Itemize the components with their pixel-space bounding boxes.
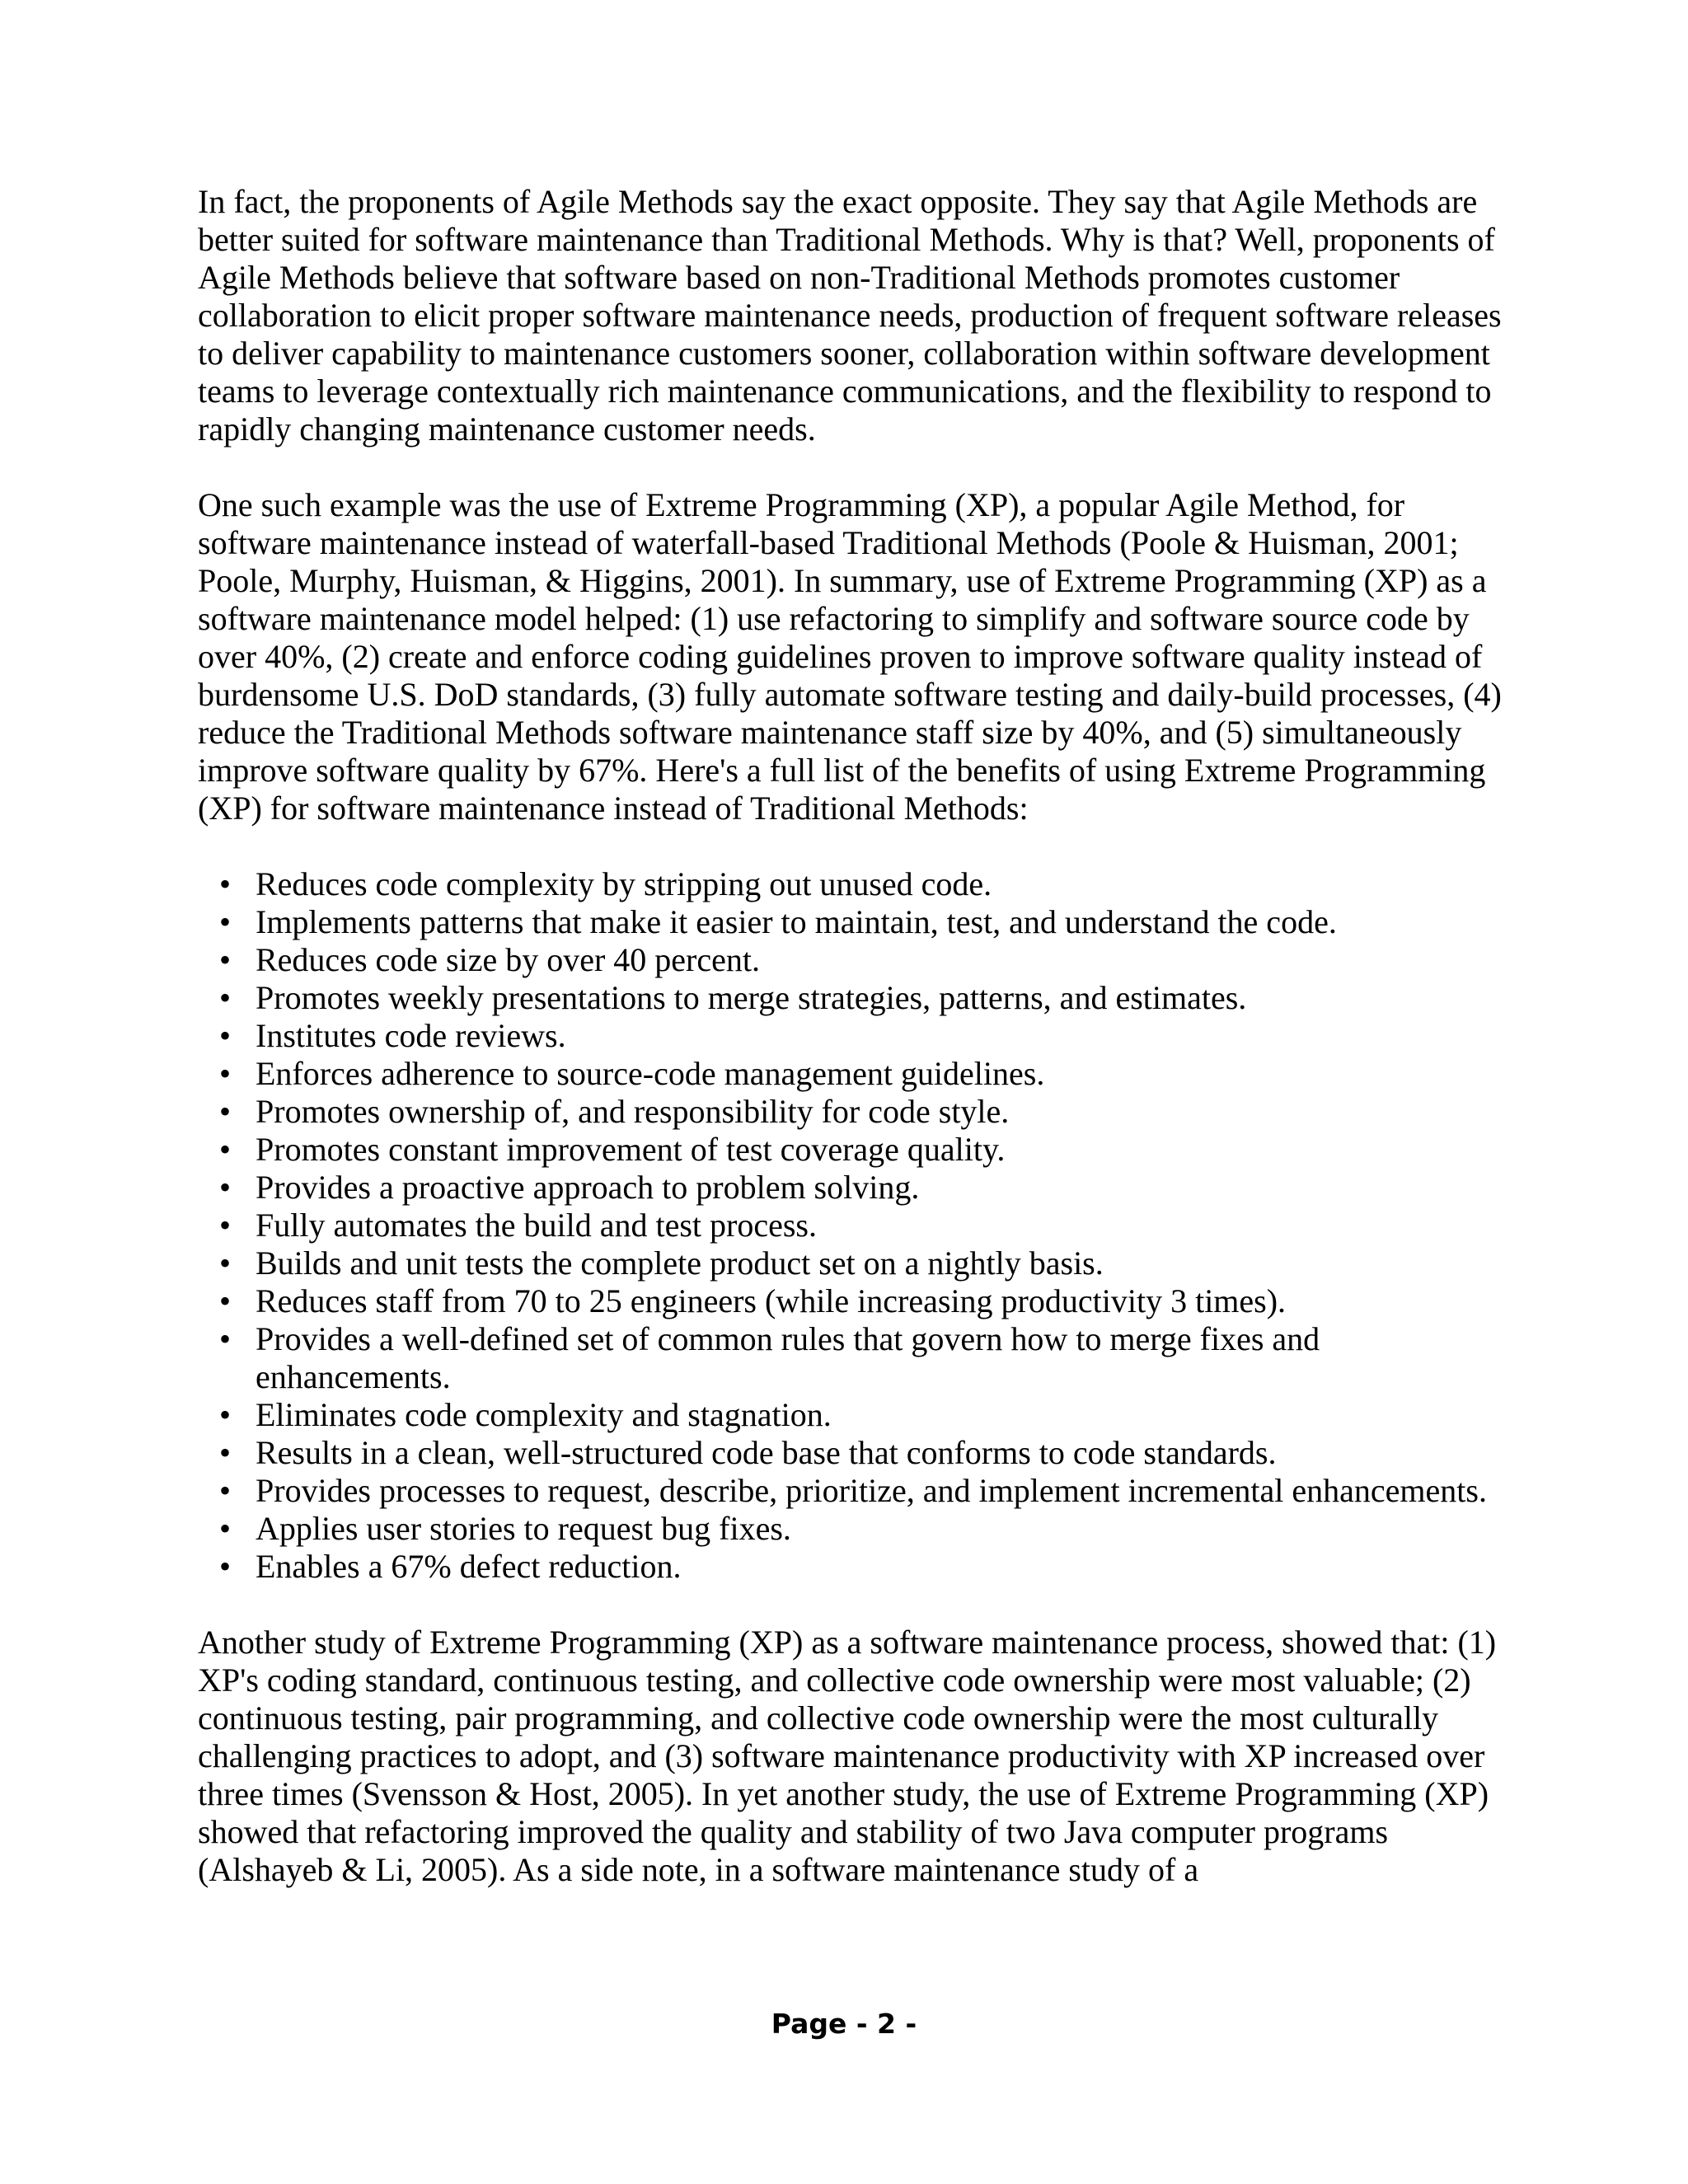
list-item-text: Enforces adherence to source-code management guidelines. [256, 1055, 1045, 1092]
paragraph-xp-example: One such example was the use of Extreme Programming (XP), a popular Agile Method, for software maintenance instead of waterfall-based Traditional Methods (Poole & Huisman, 2001; Poole, Murphy, Huisman, & Higgins, 2001). In summary, use of Extreme Programming (XP) as a software maintenance model helped: (1) use refactoring to simplify and software source code by over 40%, (2) create and enforce coding guidelines proven to improve software quality instead of burdensome U.S. DoD standards, (3) fully automate software testing and daily-build processes, (4) reduce the Traditional Methods software maintenance staff size by 40%, and (5) simultaneously improve software quality by 67%. Here's a full list of the benefits of using Extreme Programming (XP) for software maintenance instead of Traditional Methods: [198, 486, 1502, 827]
list-item-text: Enables a 67% defect reduction. [256, 1548, 682, 1585]
list-item [198, 941, 1517, 979]
list-item-text: Implements patterns that make it easier to maintain, test, and understand the code. [256, 903, 1337, 940]
bullet-icon: • [219, 1131, 232, 1168]
list-item-text: Eliminates code complexity and stagnation. [256, 1396, 832, 1433]
bullet-icon: • [219, 1244, 232, 1282]
bullet-icon: • [219, 1396, 232, 1433]
list-item-text: Institutes code reviews. [256, 1017, 566, 1054]
bullet-icon: • [219, 979, 232, 1016]
list-item [198, 1396, 1517, 1434]
list-item-text: Promotes weekly presentations to merge strategies, patterns, and estimates. [256, 979, 1247, 1016]
list-item-text: Results in a clean, well-structured code base that conforms to code standards. [256, 1434, 1277, 1471]
bullet-icon: • [219, 1282, 232, 1319]
bullet-icon: • [219, 865, 232, 902]
list-item [198, 1320, 1517, 1396]
document-page [198, 183, 1517, 1927]
bullet-icon: • [219, 1434, 232, 1471]
list-item-text: Provides processes to request, describe, prioritize, and implement incremental enhancements. [256, 1472, 1487, 1509]
list-item-text: Reduces code complexity by stripping out unused code. [256, 865, 992, 902]
list-item-text: Fully automates the build and test process. [256, 1207, 817, 1244]
list-item [198, 1434, 1517, 1472]
page-number-footer: Page - 2 - [771, 2008, 917, 2040]
list-item-text: Provides a well-defined set of common rules that govern how to merge fixes and enhancements. [256, 1320, 1320, 1395]
bullet-icon: • [219, 1510, 232, 1547]
bullet-icon: • [219, 1548, 232, 1585]
list-item [198, 1093, 1517, 1131]
list-item [198, 1510, 1517, 1548]
list-item-text: Provides a proactive approach to problem solving. [256, 1169, 920, 1206]
bullet-icon: • [219, 1017, 232, 1054]
bullet-icon: • [219, 1207, 232, 1244]
list-item [198, 1055, 1517, 1093]
bullet-icon: • [219, 1093, 232, 1130]
bullet-icon: • [219, 903, 232, 940]
bullet-icon: • [219, 1320, 232, 1357]
bullet-icon: • [219, 1055, 232, 1092]
list-item [198, 1472, 1517, 1510]
list-item [198, 1169, 1517, 1207]
list-item [198, 1131, 1517, 1169]
list-item [198, 865, 1517, 903]
list-item [198, 1207, 1517, 1244]
list-item-text: Promotes ownership of, and responsibility for code style. [256, 1093, 1010, 1130]
list-item-text: Promotes constant improvement of test coverage quality. [256, 1131, 1006, 1168]
list-item [198, 979, 1517, 1017]
benefits-list [198, 865, 1517, 1586]
list-item-text: Applies user stories to request bug fixes. [256, 1510, 791, 1547]
list-item [198, 1548, 1517, 1586]
paragraph-another-study: Another study of Extreme Programming (XP) as a software maintenance process, showed that: (1) XP's coding standard, continuous testing, and collective code ownership were most valuable; (2) continuous testing, pair programming, and collective code ownership were the most culturally challenging practices to adopt, and (3) software maintenance productivity with XP increased over three times (Svensson & Host, 2005). In yet another study, the use of Extreme Programming (XP) showed that refactoring improved the quality and stability of two Java computer programs (Alshayeb & Li, 2005). As a side note, in a software maintenance study of a [198, 1624, 1497, 1888]
list-item-text: Reduces staff from 70 to 25 engineers (while increasing productivity 3 times). [256, 1282, 1287, 1319]
paragraph-agile-maintenance: In fact, the proponents of Agile Methods say the exact opposite. They say that Agile Methods are better suited for software maintenance than Traditional Methods. Why is that? Well, proponents of Agile Methods believe that software based on non-Traditional Methods promotes customer collaboration to elicit proper software maintenance needs, production of frequent software releases to deliver capability to maintenance customers sooner, collaboration within software development teams to leverage contextually rich maintenance communications, and the flexibility to respond to rapidly changing maintenance customer needs. [198, 183, 1502, 448]
bullet-icon: • [219, 941, 232, 978]
list-item [198, 1282, 1517, 1320]
list-item-text: Builds and unit tests the complete product set on a nightly basis. [256, 1244, 1104, 1282]
list-item [198, 1017, 1517, 1055]
list-item [198, 1244, 1517, 1282]
bullet-icon: • [219, 1472, 232, 1509]
list-item [198, 903, 1517, 941]
bullet-icon: • [219, 1169, 232, 1206]
list-item-text: Reduces code size by over 40 percent. [256, 941, 760, 978]
